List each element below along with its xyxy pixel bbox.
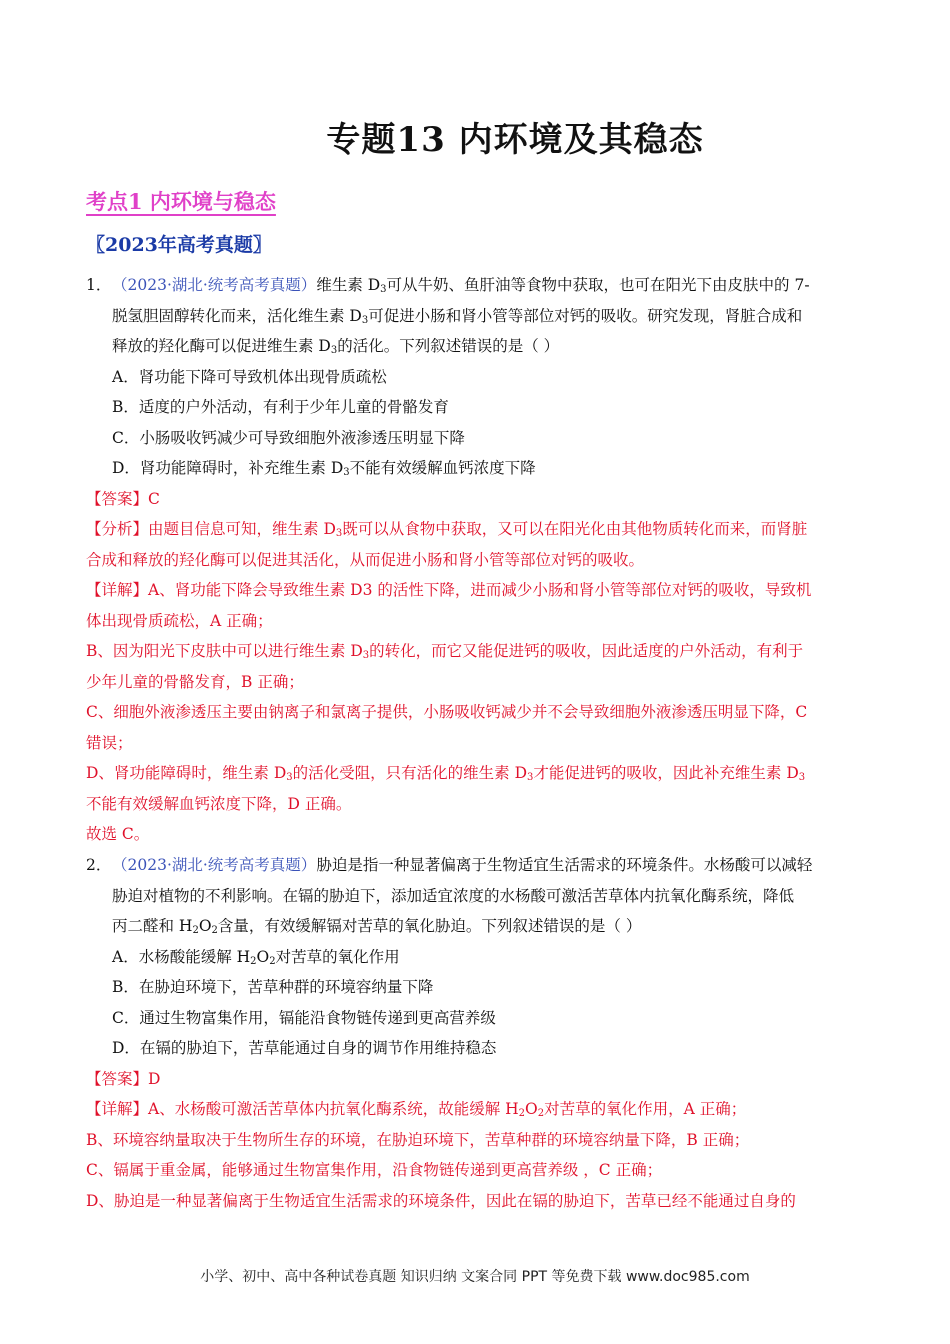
question-number: 1． — [86, 276, 112, 294]
answer-value: C — [148, 489, 160, 508]
detail-label: 【详解】 — [86, 581, 149, 599]
answer-label: 【答案】 — [86, 1069, 149, 1088]
option-a: A．肾功能下降可导致机体出现骨质疏松 — [112, 367, 387, 386]
answer-line — [86, 1064, 866, 1095]
option-d: D．在镉的胁迫下，苦草能通过自身的调节作用维持稳态 — [112, 1039, 497, 1057]
answer-value: D — [148, 1069, 161, 1088]
question-2-stem-line-3: 丙二醛和 $H_2O_2$含量，有效缓解镉对苦草的氧化胁迫。下列叙述错误的是（ ） — [112, 917, 642, 936]
detail-c-line-1: C、细胞外液渗透压主要由钠离子和氯离子提供，小肠吸收钙减少并不会导致细胞外液渗透压明显下降，C — [86, 703, 808, 721]
option-c: C．通过生物富集作用，镉能沿食物链传递到更高营养级 — [112, 1008, 496, 1027]
year-heading: 〖2023年高考真题〗 — [86, 234, 272, 256]
detail-c-line: C、镉属于重金属，能够通过生物富集作用，沿食物链传递到更高营养级 ，C 正确； — [86, 1161, 663, 1179]
option-b: B．适度的户外活动，有利于少年儿童的骨骼发育 — [112, 398, 449, 416]
detail-c-line-2: 错误； — [86, 733, 133, 752]
conclusion-line: 故选 C。 — [86, 825, 150, 843]
option-d: D．肾功能障碍时，补充维生素 $D_3$不能有效缓解血钙浓度下降 — [112, 459, 536, 478]
question-source: （2023·湖北·统考高考真题） — [112, 856, 317, 874]
detail-label: 【详解】 — [86, 1100, 149, 1118]
question-source: （2023·湖北·统考高考真题） — [112, 276, 317, 294]
option-b: B．在胁迫环境下，苦草种群的环境容纳量下降 — [112, 978, 434, 996]
detail-d-line: D、胁迫是一种显著偏离于生物适宜生活需求的环境条件，因此在镉的胁迫下，苦草已经不能通过自身的 — [86, 1191, 796, 1210]
detail-a-line-1: 【详解】A、肾功能下降会导致维生素 D3 的活性下降，进而减少小肠和肾小管等部位对钙的吸收，导致机 — [86, 581, 812, 599]
answer-label: 【答案】 — [86, 489, 149, 508]
section-heading: 考点1 内环境与稳态 — [86, 189, 276, 214]
answer-line — [86, 484, 866, 515]
analysis-line-1: 【分析】由题目信息可知，维生素 $D_3$既可以从食物中获取，又可以在阳光化由其他物质转化而来，而肾脏 — [86, 520, 808, 539]
analysis-label: 【分析】 — [86, 520, 149, 538]
question-1-stem-line-2: 脱氢胆固醇转化而来，活化维生素 $D_3$可促进小肠和肾小管等部位对钙的吸收。研究发现，肾脏合成和 — [112, 306, 803, 326]
detail-b-line-1: B、因为阳光下皮肤中可以进行维生素 $D_3$的转化，而它又能促进钙的吸收，因此适度的户外活动，有利于 — [86, 642, 804, 661]
question-2 — [86, 850, 866, 1216]
question-1-stem-line-3: 释放的羟化酶可以促进维生素 $D_3$的活化。下列叙述错误的是（ ） — [112, 337, 560, 356]
question-1-stem-line-1: 1．（2023·湖北·统考高考真题）维生素 $D_3$可从牛奶、鱼肝油等食物中获取，也可在阳光下由皮肤中的 7- — [86, 270, 866, 301]
detail-b-line: B、环境容纳量取决于生物所生存的环境，在胁迫环境下，苦草种群的环境容纳量下降，B 正确； — [86, 1130, 750, 1149]
detail-d-line-1: D、肾功能障碍时，维生素 $D_3$的活化受阻，只有活化的维生素 $D_3$才能促进钙的吸收，因此补充维生素 $D_3$ — [86, 764, 806, 783]
detail-b-line-2: 少年儿童的骨骼发育，B 正确； — [86, 672, 304, 691]
detail-a-line: 【详解】A、水杨酸可激活苦草体内抗氧化酶系统，故能缓解 $H_2O_2$对苦草的氧化作用，A 正确； — [86, 1100, 747, 1119]
analysis-line-2: 合成和释放的羟化酶可以促进其活化，从而促进小肠和肾小管等部位对钙的吸收。 — [86, 550, 645, 569]
option-a: A．水杨酸能缓解 $H_2O_2$对苦草的氧化作用 — [112, 947, 400, 967]
question-2-stem-line-1: 2．（2023·湖北·统考高考真题）胁迫是指一种显著偏离于生物适宜生活需求的环境条件。水杨酸可以减轻 — [86, 850, 866, 881]
detail-a-line-2: 体出现骨质疏松，A 正确； — [86, 611, 273, 630]
question-number: 2． — [86, 856, 112, 874]
page-title: 专题13 内环境及其稳态 — [326, 120, 704, 160]
option-c: C．小肠吸收钙减少可导致细胞外液渗透压明显下降 — [112, 428, 465, 447]
page-footer: 小学、初中、高中各种试卷真题 知识归纳 文案合同 PPT 等免费下载 www.doc985.com — [200, 1269, 750, 1285]
question-1 — [86, 270, 866, 850]
question-2-stem-line-2: 胁迫对植物的不利影响。在镉的胁迫下，添加适宜浓度的水杨酸可激活苦草体内抗氧化酶系统，降低 — [112, 886, 795, 905]
detail-d-line-2: 不能有效缓解血钙浓度下降，D 正确。 — [86, 794, 352, 813]
